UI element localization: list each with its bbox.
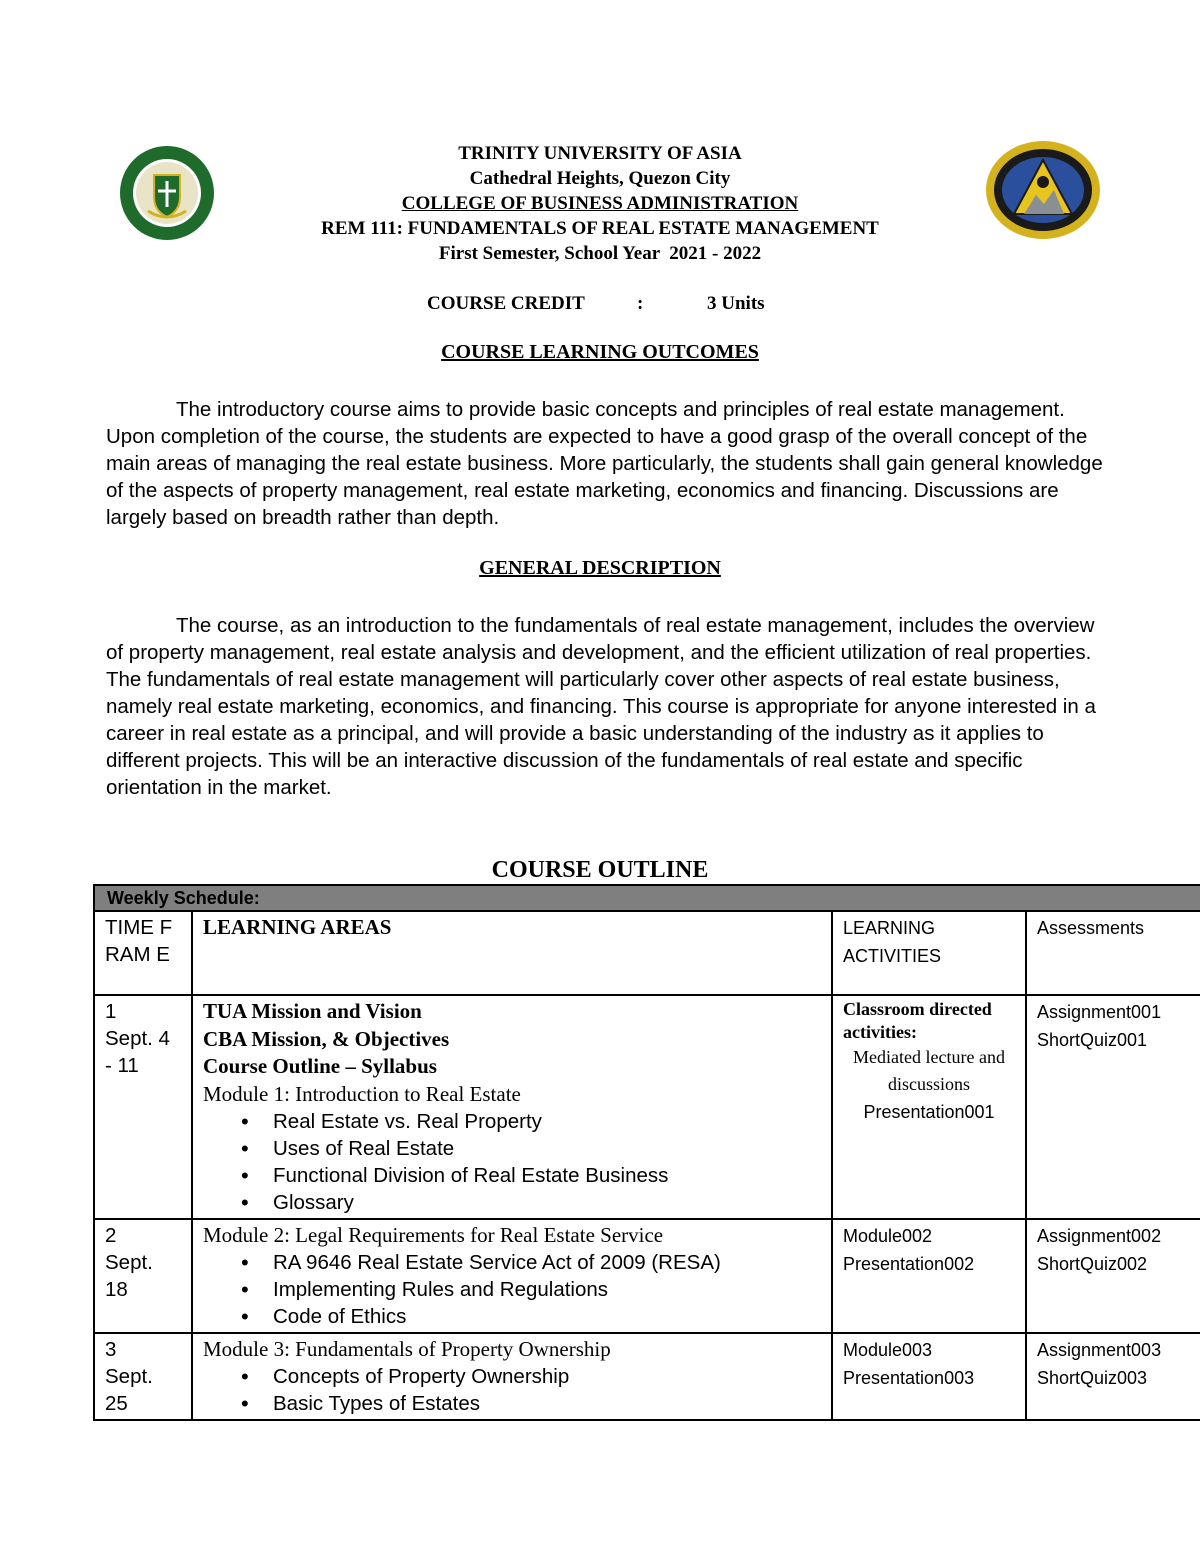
time-frame-cell bbox=[94, 1333, 192, 1420]
topic-list bbox=[203, 1249, 821, 1330]
module-title: Module 3: Fundamentals of Property Ownership bbox=[203, 1336, 611, 1361]
assessment-item: ShortQuiz001 bbox=[1037, 1030, 1148, 1050]
assessments-cell bbox=[1026, 995, 1200, 1219]
activity-sub: Mediated lecture and discussions bbox=[853, 1047, 1005, 1094]
activity-item: Presentation001 bbox=[863, 1102, 995, 1122]
list-item: • Real Estate vs. Real Property bbox=[273, 1108, 821, 1135]
list-item: • Glossary bbox=[273, 1189, 821, 1216]
document-header bbox=[0, 141, 1200, 266]
list-item: • Functional Division of Real Estate Business bbox=[273, 1162, 821, 1189]
learning-areas-cell bbox=[192, 995, 832, 1219]
time-frame-cell bbox=[94, 1219, 192, 1333]
credit-separator: : bbox=[637, 293, 644, 314]
time-frame-cell bbox=[94, 995, 192, 1219]
clo-body: The introductory course aims to provide basic concepts and principles of real estate management. Upon completion of the course, the students are expected to have a good grasp of the overall concept of the main areas of managing the real estate business. More particularly, the students shall gain general knowledge of the aspects of property management, real estate marketing, economics and financing. Discussions are largely based on breadth rather than depth. bbox=[106, 398, 1103, 529]
credit-value: 3 Units bbox=[707, 293, 765, 314]
table-row bbox=[94, 995, 1200, 1219]
learning-activities-cell bbox=[832, 1219, 1026, 1333]
assessment-item: Assignment002 bbox=[1037, 1225, 1162, 1246]
list-item: • Code of Ethics bbox=[273, 1303, 821, 1330]
assessment-item: ShortQuiz002 bbox=[1037, 1253, 1148, 1274]
general-description-body: The course, as an introduction to the fundamentals of real estate management, includes the overview of property management, real estate analysis and development, and the efficient utilization of real properties. The fundamentals of real estate management will particularly cover other aspects of real estate business, namely real estate marketing, economics, and financing. This course is appropriate for anyone interested in a career in real estate as a principal, and will provide a basic understanding of the industry as it applies to different projects. This will be an interactive discussion of the fundamentals of real estate and specific orientation in the market. bbox=[106, 614, 1096, 799]
assessment-item: ShortQuiz003 bbox=[1037, 1367, 1148, 1388]
activity-item: Presentation002 bbox=[843, 1253, 975, 1274]
university-name: TRINITY UNIVERSITY OF ASIA bbox=[458, 143, 742, 164]
topic-list bbox=[203, 1363, 821, 1417]
list-item: • Concepts of Property Ownership bbox=[273, 1363, 821, 1390]
week-number: 2 bbox=[105, 1223, 117, 1247]
week-date: Sept. 25 bbox=[105, 1364, 153, 1415]
weekly-schedule-row bbox=[94, 885, 1200, 911]
course-title: REM 111: FUNDAMENTALS OF REAL ESTATE MANAGEMENT bbox=[321, 218, 879, 239]
area-heading: Course Outline – Syllabus bbox=[203, 1054, 437, 1078]
course-outline-title: COURSE OUTLINE bbox=[491, 857, 709, 883]
general-description-title: GENERAL DESCRIPTION bbox=[479, 557, 721, 579]
learning-areas-cell bbox=[192, 1219, 832, 1333]
table-row bbox=[94, 1333, 1200, 1420]
activity-item: Module002 bbox=[843, 1225, 933, 1246]
activity-item: Module003 bbox=[843, 1339, 933, 1360]
list-item: • Implementing Rules and Regulations bbox=[273, 1276, 821, 1303]
header-time-frame: TIME FRAM E bbox=[94, 911, 192, 995]
topic-list bbox=[203, 1108, 821, 1216]
table-row bbox=[94, 1219, 1200, 1333]
university-address: Cathedral Heights, Quezon City bbox=[469, 168, 731, 189]
college-name: COLLEGE OF BUSINESS ADMINISTRATION bbox=[401, 193, 799, 214]
clo-title: COURSE LEARNING OUTCOMES bbox=[441, 341, 759, 363]
activity-heading: Classroom directed activities: bbox=[843, 999, 992, 1042]
assessments-cell bbox=[1026, 1219, 1200, 1333]
area-heading: CBA Mission, & Objectives bbox=[203, 1026, 450, 1051]
module-title: Module 2: Legal Requirements for Real Estate Service bbox=[203, 1222, 664, 1247]
list-item: • RA 9646 Real Estate Service Act of 2009 (RESA) bbox=[273, 1249, 821, 1276]
week-date: Sept. 4 - 11 bbox=[105, 1027, 170, 1077]
week-date: Sept. 18 bbox=[105, 1250, 153, 1301]
list-item: • Basic Types of Estates bbox=[273, 1390, 821, 1417]
week-number: 1 bbox=[105, 1000, 117, 1023]
week-number: 3 bbox=[105, 1337, 117, 1361]
module-title: Module 1: Introduction to Real Estate bbox=[203, 1081, 521, 1106]
list-item: • Uses of Real Estate bbox=[273, 1135, 821, 1162]
assessment-item: Assignment001 bbox=[1037, 1002, 1162, 1022]
learning-activities-cell bbox=[832, 995, 1026, 1219]
learning-areas-cell bbox=[192, 1333, 832, 1420]
learning-activities-cell bbox=[832, 1333, 1026, 1420]
header-assessments: Assessments bbox=[1026, 911, 1200, 995]
header-learning-activities: LEARNING ACTIVITIES bbox=[832, 911, 1026, 995]
table-header-row bbox=[94, 911, 1200, 995]
weekly-schedule-label: Weekly Schedule: bbox=[94, 885, 1200, 911]
semester: First Semester, School Year 2021 - 2022 bbox=[438, 243, 762, 264]
assessments-cell bbox=[1026, 1333, 1200, 1420]
header-learning-areas: LEARNING AREAS bbox=[192, 911, 832, 995]
credit-label: COURSE CREDIT bbox=[427, 293, 585, 314]
activity-item: Presentation003 bbox=[843, 1367, 975, 1388]
course-outline-table bbox=[93, 884, 1200, 1421]
area-heading: TUA Mission and Vision bbox=[203, 999, 422, 1023]
assessment-item: Assignment003 bbox=[1037, 1339, 1162, 1360]
